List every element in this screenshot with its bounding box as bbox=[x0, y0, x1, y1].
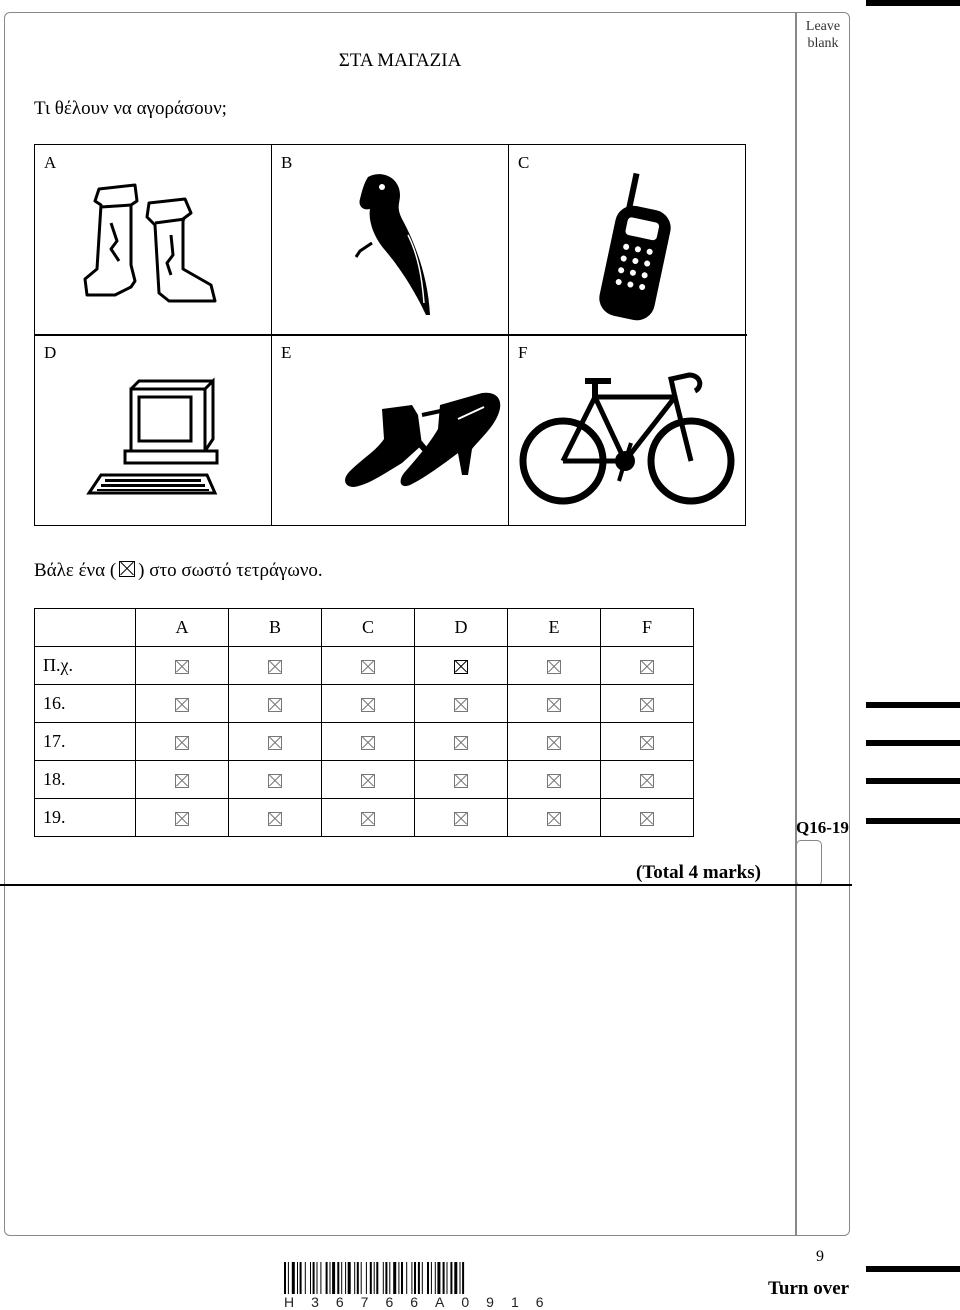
edge-mark bbox=[866, 778, 960, 784]
column-header: A bbox=[136, 609, 229, 647]
answer-checkbox[interactable] bbox=[268, 660, 282, 674]
answer-cell bbox=[136, 761, 229, 799]
answer-checkbox[interactable] bbox=[361, 774, 375, 788]
answer-checkbox[interactable] bbox=[268, 698, 282, 712]
answer-cell bbox=[136, 685, 229, 723]
answer-row bbox=[35, 761, 694, 799]
answer-cell bbox=[415, 799, 508, 837]
answer-cell bbox=[601, 685, 694, 723]
answer-cell bbox=[508, 723, 601, 761]
answer-cell bbox=[601, 761, 694, 799]
page-number: 9 bbox=[816, 1248, 824, 1265]
shoes-icon bbox=[272, 335, 509, 525]
barcode-bar bbox=[332, 1262, 335, 1294]
answer-row bbox=[35, 647, 694, 685]
barcode-bar bbox=[337, 1262, 339, 1294]
answer-cell bbox=[508, 799, 601, 837]
answer-cell bbox=[508, 647, 601, 685]
barcode-bar bbox=[374, 1262, 375, 1294]
answer-cell bbox=[229, 761, 322, 799]
answer-checkbox[interactable] bbox=[268, 812, 282, 826]
picture-cell-c bbox=[509, 145, 747, 335]
barcode-bar bbox=[401, 1262, 403, 1294]
barcode-bar bbox=[317, 1262, 318, 1294]
answer-checkbox[interactable] bbox=[640, 736, 654, 750]
answer-cell bbox=[601, 799, 694, 837]
barcode-bar bbox=[357, 1262, 359, 1294]
answer-cell bbox=[322, 761, 415, 799]
answer-cell bbox=[415, 723, 508, 761]
row-label: 17. bbox=[35, 723, 136, 761]
turn-over-label: Turn over bbox=[768, 1278, 850, 1299]
barcode-text: H36766A0916 bbox=[284, 1294, 561, 1310]
answer-cell bbox=[322, 799, 415, 837]
barcode-bar bbox=[406, 1262, 407, 1294]
answer-cell bbox=[415, 647, 508, 685]
answer-cell bbox=[508, 761, 601, 799]
column-header: F bbox=[601, 609, 694, 647]
leave-label-line2: blank bbox=[807, 36, 839, 51]
answer-cell bbox=[415, 761, 508, 799]
picture-cell-f bbox=[509, 335, 747, 525]
picture-letter: C bbox=[518, 153, 530, 172]
answer-row bbox=[35, 799, 694, 837]
parrot-icon bbox=[272, 145, 509, 335]
answer-checkbox[interactable] bbox=[175, 698, 189, 712]
answer-cell bbox=[415, 685, 508, 723]
barcode-bar bbox=[418, 1262, 420, 1294]
answer-checkbox[interactable] bbox=[175, 736, 189, 750]
instruction-text bbox=[34, 560, 323, 582]
answer-checkbox[interactable] bbox=[361, 660, 375, 674]
answer-checkbox[interactable] bbox=[454, 736, 468, 750]
answer-checkbox[interactable] bbox=[175, 812, 189, 826]
column-header: E bbox=[508, 609, 601, 647]
edge-mark bbox=[866, 702, 960, 708]
question-text: Τι θέλουν να αγοράσουν; bbox=[34, 98, 227, 119]
mark-box bbox=[796, 840, 822, 886]
barcode-bar bbox=[376, 1262, 378, 1294]
answer-checkbox[interactable] bbox=[640, 698, 654, 712]
row-label: 19. bbox=[35, 799, 136, 837]
answer-checkbox[interactable] bbox=[640, 774, 654, 788]
answer-checkbox[interactable] bbox=[454, 660, 468, 674]
picture-letter: D bbox=[44, 343, 57, 362]
boots-icon bbox=[35, 145, 272, 335]
barcode-bar bbox=[300, 1262, 302, 1294]
crossed-box-icon bbox=[119, 561, 135, 577]
answer-checkbox[interactable] bbox=[454, 698, 468, 712]
barcode-bar bbox=[462, 1262, 464, 1294]
answer-row bbox=[35, 723, 694, 761]
barcode-bar bbox=[326, 1262, 328, 1294]
bicycle-icon bbox=[509, 335, 747, 525]
barcode-bar bbox=[310, 1262, 311, 1294]
picture-cell-a bbox=[35, 145, 272, 335]
answer-checkbox[interactable] bbox=[268, 774, 282, 788]
leave-label-line1: Leave bbox=[805, 19, 841, 34]
grid-divider bbox=[35, 334, 747, 336]
answer-cell bbox=[601, 647, 694, 685]
barcode-bar bbox=[354, 1262, 355, 1294]
answer-row bbox=[35, 685, 694, 723]
answer-checkbox[interactable] bbox=[361, 812, 375, 826]
answer-cell bbox=[229, 647, 322, 685]
picture-grid bbox=[34, 144, 746, 526]
barcode-bar bbox=[313, 1262, 315, 1294]
answer-checkbox[interactable] bbox=[175, 660, 189, 674]
row-label: 18. bbox=[35, 761, 136, 799]
answer-checkbox[interactable] bbox=[454, 812, 468, 826]
computer-icon bbox=[35, 335, 272, 525]
mobile-phone-icon bbox=[509, 145, 747, 335]
barcode-bar bbox=[460, 1262, 461, 1294]
answer-cell bbox=[229, 723, 322, 761]
answer-checkbox[interactable] bbox=[547, 774, 561, 788]
question-range-label: Q16-19 bbox=[796, 818, 849, 837]
column-header: D bbox=[415, 609, 508, 647]
row-label: Π.χ. bbox=[35, 647, 136, 685]
answer-checkbox[interactable] bbox=[361, 698, 375, 712]
picture-cell-b bbox=[272, 145, 509, 335]
barcode-bar bbox=[305, 1262, 306, 1294]
answer-cell bbox=[229, 799, 322, 837]
barcode-bar bbox=[370, 1262, 372, 1294]
column-header: B bbox=[229, 609, 322, 647]
answer-checkbox[interactable] bbox=[547, 812, 561, 826]
answer-checkbox[interactable] bbox=[454, 774, 468, 788]
barcode-bar bbox=[393, 1262, 396, 1294]
barcode-bar bbox=[450, 1262, 452, 1294]
barcode bbox=[284, 1262, 602, 1294]
edge-mark bbox=[866, 818, 960, 824]
barcode-bar bbox=[454, 1262, 457, 1294]
answer-cell bbox=[322, 685, 415, 723]
answer-cell bbox=[601, 723, 694, 761]
leave-blank-divider bbox=[795, 12, 797, 1236]
edge-mark bbox=[866, 740, 960, 746]
barcode-bar bbox=[385, 1262, 387, 1294]
barcode-bar bbox=[320, 1262, 321, 1294]
picture-cell-e bbox=[272, 335, 509, 525]
barcode-bar bbox=[443, 1262, 445, 1294]
answer-cell bbox=[136, 647, 229, 685]
picture-letter: F bbox=[518, 343, 528, 362]
answer-cell bbox=[136, 799, 229, 837]
barcode-bar bbox=[341, 1262, 342, 1294]
answer-cell bbox=[136, 723, 229, 761]
total-marks: (Total 4 marks) bbox=[636, 862, 761, 883]
answer-checkbox[interactable] bbox=[547, 698, 561, 712]
edge-mark bbox=[866, 1266, 960, 1272]
barcode-bar bbox=[366, 1262, 367, 1294]
column-header: C bbox=[322, 609, 415, 647]
barcode-bar bbox=[435, 1262, 436, 1294]
barcode-bar bbox=[447, 1262, 448, 1294]
edge-mark bbox=[866, 0, 960, 6]
answer-header-row bbox=[35, 609, 694, 647]
barcode-bar bbox=[414, 1262, 416, 1294]
barcode-bar bbox=[345, 1262, 346, 1294]
picture-cell-d bbox=[35, 335, 272, 525]
answer-checkbox[interactable] bbox=[268, 736, 282, 750]
barcode-bar bbox=[427, 1262, 429, 1294]
picture-letter: E bbox=[281, 343, 292, 362]
picture-letter: A bbox=[44, 153, 57, 172]
answer-checkbox[interactable] bbox=[640, 812, 654, 826]
answer-cell bbox=[229, 685, 322, 723]
empty-header bbox=[35, 609, 136, 647]
barcode-bar bbox=[330, 1262, 331, 1294]
barcode-bar bbox=[437, 1262, 440, 1294]
answer-checkbox[interactable] bbox=[547, 660, 561, 674]
answer-cell bbox=[322, 647, 415, 685]
instruction-part2: ) στο σωστό τετράγωνο. bbox=[138, 560, 323, 581]
picture-letter: B bbox=[281, 153, 293, 172]
barcode-bar bbox=[398, 1262, 399, 1294]
answer-checkbox[interactable] bbox=[640, 660, 654, 674]
answer-cell bbox=[322, 723, 415, 761]
answer-checkbox[interactable] bbox=[361, 736, 375, 750]
instruction-part1: Βάλε ένα ( bbox=[34, 560, 117, 581]
barcode-bar bbox=[389, 1262, 390, 1294]
barcode-bar bbox=[422, 1262, 423, 1294]
barcode-bar bbox=[348, 1262, 351, 1294]
answer-table bbox=[34, 608, 694, 837]
barcode-bar bbox=[284, 1262, 286, 1294]
barcode-bar bbox=[411, 1262, 412, 1294]
section-divider bbox=[0, 884, 852, 886]
leave-blank-label bbox=[798, 18, 848, 52]
barcode-bar bbox=[292, 1262, 295, 1294]
barcode-bar bbox=[431, 1262, 432, 1294]
answer-checkbox[interactable] bbox=[547, 736, 561, 750]
answer-cell bbox=[508, 685, 601, 723]
barcode-bar bbox=[361, 1262, 362, 1294]
answer-checkbox[interactable] bbox=[175, 774, 189, 788]
barcode-bar bbox=[297, 1262, 298, 1294]
barcode-bar bbox=[288, 1262, 289, 1294]
row-label: 16. bbox=[35, 685, 136, 723]
page-title: ΣΤΑ ΜΑΓΑΖΙΑ bbox=[338, 50, 462, 71]
barcode-bar bbox=[383, 1262, 384, 1294]
